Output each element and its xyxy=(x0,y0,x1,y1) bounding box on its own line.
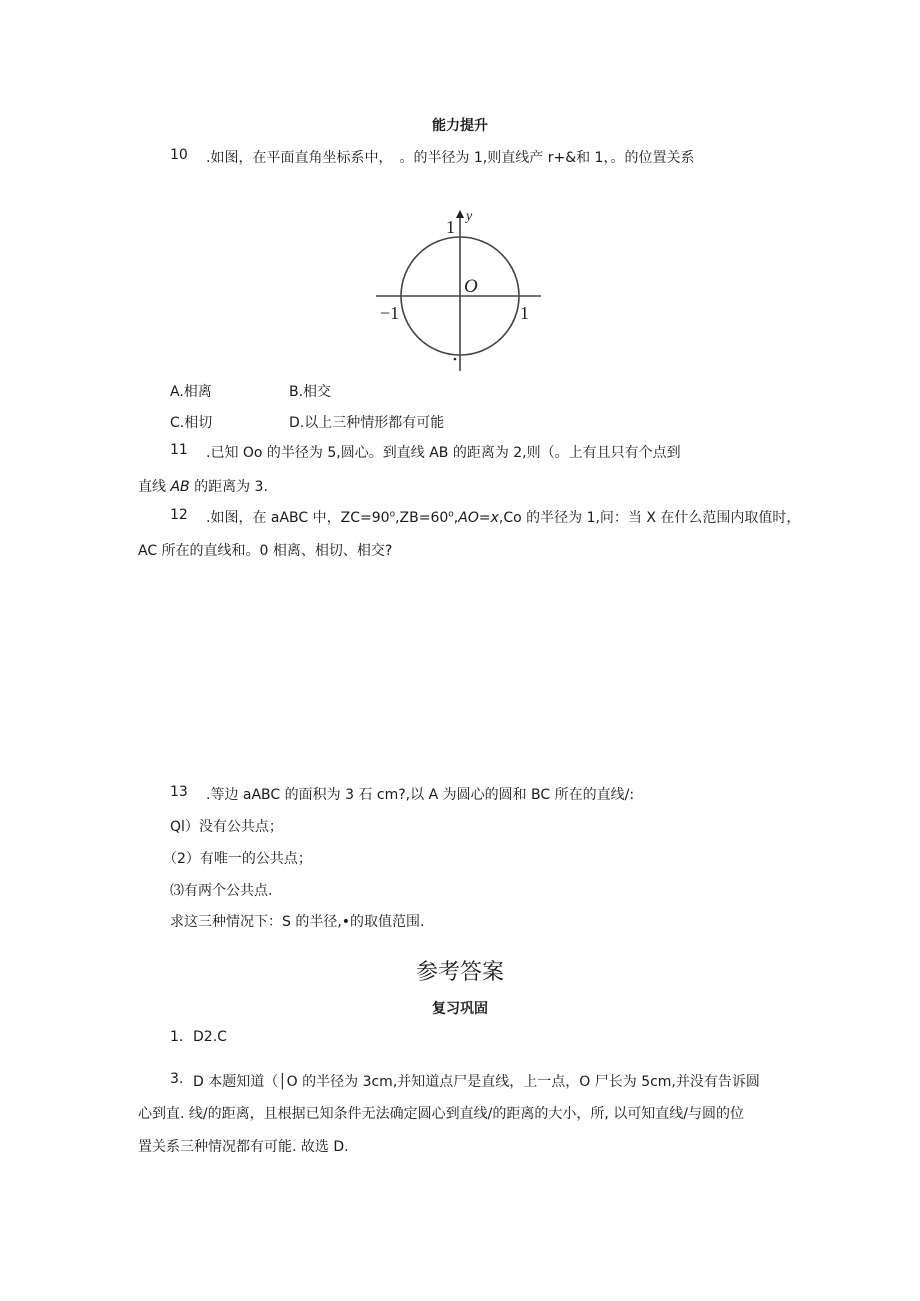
answers-title: 参考答案 xyxy=(415,960,504,985)
answer-text-line3: 置关系三种情况都有可能. 故选 D. xyxy=(138,1139,349,1155)
option-d: D.以上三种情形都有可能 xyxy=(289,415,445,431)
answer-text: D 本题知道（│O 的半径为 3cm,并知道点尸是直线，上一点，O 尸长为 5cm,并没有告诉圆 xyxy=(193,1074,760,1090)
origin-label: O xyxy=(464,276,478,297)
question-text: .如图，在平面直角坐标系中， 。的半径为 1,则直线产 r+&和 1，。的位置关系 xyxy=(206,150,695,166)
answer-text: D2.C xyxy=(193,1029,227,1045)
left-tick-label: −1 xyxy=(380,303,400,323)
section-title-ability: 能力提升 xyxy=(432,118,488,134)
option-c: C.相切 xyxy=(170,415,213,431)
answer-number: 3. xyxy=(170,1071,184,1087)
question-number: 10 xyxy=(170,147,188,163)
question-text-last: 求这三种情况下：S 的半径,•的取值范围. xyxy=(170,914,425,930)
question-number: 13 xyxy=(170,784,188,800)
sub-item-1: Ql）没有公共点； xyxy=(170,819,283,835)
axis-bottom-dot xyxy=(454,358,457,361)
y-axis-arrow xyxy=(456,210,464,218)
sub-item-2: （2）有唯一的公共点； xyxy=(163,851,312,867)
right-tick-label: 1 xyxy=(520,303,529,323)
coordinate-circle-figure xyxy=(370,205,550,375)
option-a: A.相离 xyxy=(170,384,212,400)
question-text-line2: AC 所在的直线和。0 相离、相切、相交? xyxy=(138,543,393,559)
top-tick-label: 1 xyxy=(446,217,455,237)
sub-item-3: ⑶有两个公共点. xyxy=(170,883,273,899)
question-text-line2: 直线 AB 的距离为 3. xyxy=(138,479,268,495)
y-axis-label: y xyxy=(466,209,473,224)
question-text: .等边 aABC 的面积为 3 石 cm?,以 A 为圆心的圆和 BC 所在的直线/: xyxy=(206,787,635,803)
question-number: 12 xyxy=(170,507,188,523)
question-number: 11 xyxy=(170,442,188,458)
answer-number: 1. xyxy=(170,1029,184,1045)
option-b: B.相交 xyxy=(289,384,332,400)
answer-text-line2: 心到直. 线/的距离，且根据已知条件无法确定圆心到直线/的距离的大小，所, 以可知直线/与圆的位 xyxy=(138,1106,744,1122)
question-text: .已知 Oo 的半径为 5,圆心。到直线 AB 的距离为 2,则（。上有且只有个点到 xyxy=(206,445,681,461)
question-text: .如图，在 aABC 中，$ZC=90^o,ZB=60^o,AO=x,Co$ 的半径为 1,问：当 X 在什么范围内取值时， xyxy=(206,509,801,526)
review-title: 复习巩固 xyxy=(432,1001,488,1017)
